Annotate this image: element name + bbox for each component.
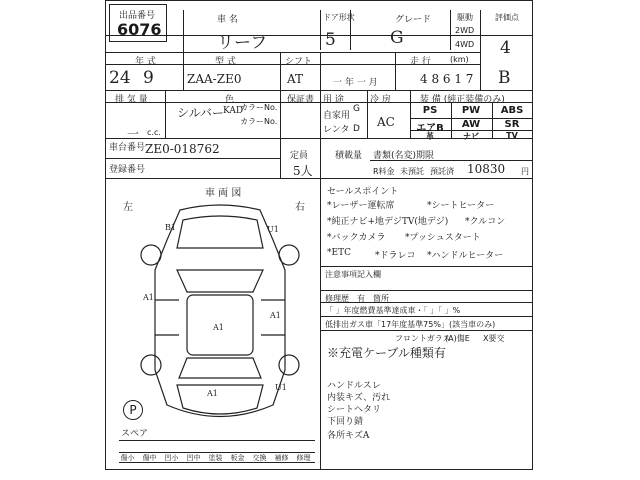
drive-label: 駆動 (457, 13, 473, 22)
recycle-status: 未預託 (400, 167, 424, 176)
recycle-yen: 円 (521, 167, 529, 176)
reg-label: 登録番号 (109, 165, 146, 175)
shift-label: シフト (285, 57, 313, 67)
capacity-g: G (353, 104, 360, 114)
color-no-label: カラーNo. (240, 103, 278, 112)
mileage-unit: (km) (450, 55, 469, 64)
displacement-unit: c.c. (147, 128, 161, 137)
equip-abs: ABS (500, 105, 524, 116)
wheel-rr (279, 355, 299, 375)
capacity-d: D (353, 124, 360, 134)
rental-label: レンタ (323, 125, 350, 135)
score-value: 4 (500, 38, 511, 58)
car-diagram (135, 200, 305, 430)
mileage-value: 4 8 6 1 7 (420, 72, 474, 86)
color-label: 色 (225, 95, 235, 105)
hood (177, 216, 263, 248)
sales-item-4: *バックカメラ (327, 233, 386, 243)
color-no-label-2: カラーNo. (240, 117, 278, 126)
recycle-label: R料金 (373, 167, 395, 176)
mark-a1-right: A1 (270, 311, 281, 320)
notes-label: 注意事項記入欄 (325, 270, 381, 279)
displacement-label: 排 気 量 (115, 95, 148, 105)
mark-u1: U1 (267, 225, 279, 234)
year-label: 年 式 (135, 57, 156, 67)
rear-window (179, 358, 261, 378)
private-label: 自家用 (323, 111, 351, 121)
auction-sheet (105, 0, 533, 470)
model-value: ZAA-ZE0 (187, 72, 242, 86)
car-name-value: リーフ (217, 33, 268, 53)
legend-8: 修理 (296, 454, 311, 462)
doors-value: 5 (325, 30, 336, 50)
inspector-note-4: 各所キズA (327, 431, 370, 441)
windshield (177, 270, 263, 292)
year-value: 24 (109, 68, 131, 88)
doors-label: ドア形状 (323, 13, 355, 22)
use-label: 用 途 (323, 95, 344, 105)
fuel-row: 「 」年度燃費基準達成車・「 」「 」% (325, 306, 461, 315)
spare-mark: P (123, 400, 143, 420)
color-code: KAD (223, 106, 244, 116)
sales-item-3: *クルコン (465, 217, 506, 227)
equip-tv: TV (506, 131, 518, 140)
trunk (177, 385, 263, 414)
lot-label: 出品番号 (119, 11, 156, 21)
sales-item-8: *ハンドルヒーター (427, 251, 504, 261)
inspection-value: 一 年 一 月 (333, 78, 378, 88)
recycle-value: 10830 (467, 162, 506, 176)
sales-item-1: *シートヒーター (427, 201, 495, 211)
sales-item-2: *純正ナビ+地デジTV(地デジ) (327, 217, 449, 227)
diagram-right: 右 (295, 202, 305, 213)
mark-u1-rear: U1 (275, 383, 287, 392)
ac-label: 冷 房 (370, 95, 391, 105)
equip-navi: ナビ (463, 132, 479, 141)
legend-6: 交換 (252, 454, 267, 462)
interior-value: B (498, 68, 511, 88)
load-label: 積載量 (335, 151, 363, 161)
car-name-label: 車 名 (217, 15, 238, 25)
drive-4wd: 4WD (455, 40, 475, 49)
wheel-rl (141, 355, 161, 375)
recycle-status-2: 預託済 (430, 167, 454, 176)
inspector-note-2: シートヘタリ (327, 405, 382, 415)
wheel-fl (141, 245, 161, 265)
sales-item-0: *レーザー運転席 (327, 201, 395, 211)
spare-label: スペア (121, 429, 149, 439)
glass-x: X要交 (483, 334, 505, 343)
legend-1: 傷中 (142, 454, 157, 462)
model-label: 型 式 (215, 57, 236, 67)
emission-row: 低排出ガス車「17年度基準75%」(該当車のみ) (325, 320, 496, 329)
grade-value: G (390, 28, 404, 48)
equip-sr: SR (504, 119, 520, 130)
diagram-title: 車 両 図 (205, 188, 242, 199)
capacity-label: 定員 (290, 151, 309, 161)
ac-value: AC (377, 115, 395, 129)
glass-handwritten: ※充電ケーブル種類有 (327, 346, 446, 360)
inspector-note-0: ハンドルスレ (327, 381, 381, 391)
legend-0: 傷小 (120, 454, 135, 462)
equip-pw: PW (461, 105, 481, 116)
equip-aw: AW (461, 119, 481, 130)
legend-2: 凹小 (164, 454, 179, 462)
capacity-value: 5人 (293, 164, 313, 178)
legend-5: 板金 (230, 454, 245, 462)
door-left (155, 300, 179, 335)
shift-value: AT (287, 72, 304, 86)
equipment-label: 装 備 (純正装備のみ) (420, 95, 505, 105)
score-label: 評価点 (495, 13, 519, 22)
repair-has: 有 (357, 294, 365, 303)
mark-a1-trunk: A1 (207, 389, 218, 398)
legend-7: 補修 (274, 454, 289, 462)
drive-2wd: 2WD (455, 26, 475, 35)
chassis-value: ZE0-018762 (145, 142, 220, 156)
mark-b1: B1 (165, 223, 176, 232)
color-value: シルバー (177, 106, 224, 120)
docs-label: 書類(名変)期限 (373, 151, 435, 161)
month-value: 9 (143, 68, 154, 88)
diagram-left: 左 (123, 202, 133, 213)
chassis-label: 車台番号 (109, 143, 146, 153)
sales-item-5: *プッシュスタート (405, 233, 481, 243)
equip-leather: 革 (426, 132, 434, 141)
inspector-note-3: 下回り錆 (327, 417, 364, 427)
glass-label: フロントガラス (395, 334, 451, 343)
sales-item-7: *ドラレコ (375, 251, 416, 261)
lot-number: 6076 (117, 20, 162, 39)
legend-4: 塗装 (208, 454, 223, 462)
equip-ps: PS (422, 105, 438, 116)
legend-3: 凹中 (186, 454, 201, 462)
equip-airbag: エアB (416, 123, 444, 134)
sales-item-6: *ETC (327, 248, 351, 258)
sales-title: セールスポイント (327, 187, 399, 197)
mark-a1-roof: A1 (213, 323, 224, 332)
wheel-fr (279, 245, 299, 265)
repair-label: 修理歴 (325, 294, 349, 303)
mileage-label: 走 行 (410, 57, 431, 67)
warranty-label: 保証書 (287, 95, 315, 105)
grade-label: グレード (395, 15, 432, 25)
repair-place: 箇所 (373, 294, 389, 303)
glass-choice: (A)傷E (445, 334, 470, 343)
displacement-value: 一 (127, 127, 140, 141)
inspector-note-1: 内装キズ、汚れ (327, 393, 391, 403)
mark-a1-left: A1 (143, 293, 154, 302)
